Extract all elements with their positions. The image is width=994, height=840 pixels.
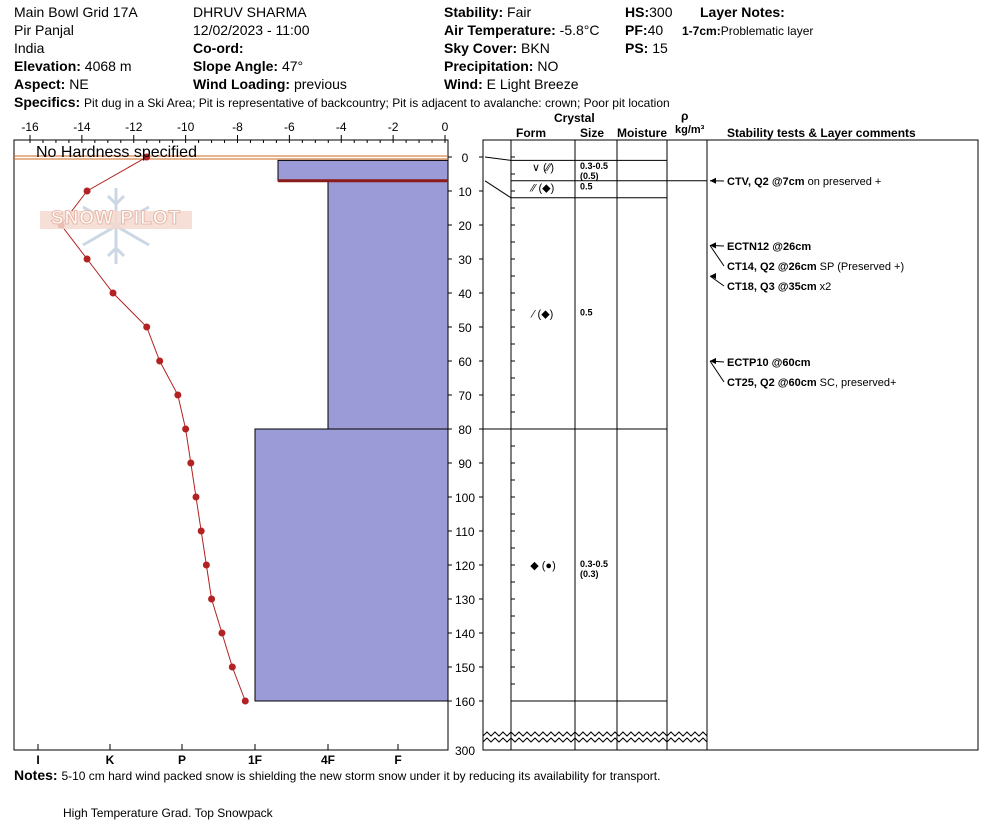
layer-connector <box>485 181 511 198</box>
stability-test-name: ECTN12 @26cm <box>727 241 812 253</box>
no-hardness-label: No Hardness specified <box>36 144 197 161</box>
layer-connector <box>485 157 511 160</box>
stability-test <box>727 241 811 253</box>
stability-arrow-line <box>710 276 724 286</box>
notes-field <box>14 767 660 783</box>
crystal-form: ◆ (●) <box>530 560 556 572</box>
depth-tick-label: 10 <box>458 185 472 199</box>
crystal-size: 0.5 <box>580 181 593 192</box>
stability-value: Fair <box>507 4 532 20</box>
coord-label: Co-ord: <box>193 40 244 56</box>
depth-tick-label: 110 <box>455 525 475 539</box>
wind-value: E Light Breeze <box>486 76 579 92</box>
stability-arrow-line <box>710 361 724 382</box>
depth-tick-label: 100 <box>454 491 476 505</box>
stability-test-name: CT25, Q2 @60cm <box>727 377 817 389</box>
temperature-point <box>110 290 117 297</box>
stability-test <box>727 377 896 389</box>
hardness-tick-label: F <box>394 753 402 767</box>
form-header: Form <box>516 126 546 140</box>
stability-label: Stability: <box>444 4 504 20</box>
depth-tick-label: 140 <box>454 627 476 641</box>
observer-name: DHRUV SHARMA <box>193 4 307 20</box>
stability-test-comment: SP (Preserved +) <box>816 261 905 273</box>
elevation-label: Elevation: <box>14 58 81 74</box>
sky-cover-value: BKN <box>521 40 550 56</box>
temp-tick-label: -12 <box>125 120 143 134</box>
temperature-point <box>174 392 181 399</box>
stability-header: Stability tests & Layer comments <box>727 126 916 140</box>
hardness-layer-1 <box>328 181 448 429</box>
depth-tick-label: 120 <box>454 559 476 573</box>
stability-test-comment: x2 <box>816 281 832 293</box>
depth-tick-label: 30 <box>458 253 472 267</box>
wind-loading-label: Wind Loading: <box>193 76 291 92</box>
rho-header: ρ <box>681 109 689 123</box>
temperature-point <box>182 426 189 433</box>
watermark-text: SNOW PILOT <box>50 208 182 229</box>
crystal-form: ⁄ (◆) <box>532 308 554 321</box>
temp-tick-label: -8 <box>232 120 243 134</box>
crystal-stability-panel <box>448 140 978 758</box>
hardness-layer-0 <box>278 160 448 180</box>
notes-label: Notes: <box>14 767 58 783</box>
temperature-point <box>218 630 225 637</box>
depth-tick-label: 0 <box>461 151 469 165</box>
depth-tick-label: 130 <box>454 593 476 607</box>
aspect-label: Aspect: <box>14 76 66 92</box>
hardness-tick-label: I <box>36 753 40 767</box>
break-marker-top <box>483 732 707 736</box>
depth-tick-label: 70 <box>458 389 472 403</box>
depth-tick-label: 160 <box>454 695 476 709</box>
crystal-size-extra: (0.3) <box>580 569 599 579</box>
air-temp-label: Air Temperature: <box>444 22 556 38</box>
stability-test-name: CT14, Q2 @26cm <box>727 261 817 273</box>
range-name: Pir Panjal <box>14 22 74 38</box>
depth-tick-label: 40 <box>458 287 472 301</box>
temperature-point <box>242 698 249 705</box>
hardness-tick-label: 4F <box>320 753 336 767</box>
hardness-tick-label: 1F <box>247 753 263 767</box>
ps-label: PS: <box>625 40 649 56</box>
slope-value: 47° <box>281 58 304 74</box>
crystal-size: 0.3-0.5 <box>580 161 609 172</box>
temp-tick-label: -6 <box>284 120 295 134</box>
sky-cover-label: Sky Cover: <box>444 40 518 56</box>
stability-test-comment: on preserved + <box>804 176 882 188</box>
elevation-value: 4068 m <box>84 58 132 74</box>
stability-arrow-head <box>710 178 716 184</box>
temperature-point <box>198 528 205 535</box>
crystal-header: Crystal <box>554 111 595 125</box>
hardness-layer-2 <box>255 429 448 701</box>
depth-tick-label: 60 <box>458 355 472 369</box>
stability-test-name: CT18, Q3 @35cm <box>727 281 817 293</box>
temperature-point <box>143 324 150 331</box>
stability-arrow-line <box>710 245 724 266</box>
layer-notes-label: Layer Notes: <box>700 4 785 20</box>
snowpilot-watermark <box>36 180 196 270</box>
crystal-size: 0.3-0.5 <box>580 559 609 569</box>
precipitation-label: Precipitation: <box>444 58 534 74</box>
temperature-point <box>203 562 210 569</box>
ps-value: 15 <box>652 40 668 56</box>
stability-test <box>727 176 881 188</box>
pf-label: PF: <box>625 22 648 38</box>
depth-tick-label: 90 <box>458 457 472 471</box>
size-header: Size <box>580 126 605 140</box>
temp-tick-label: -16 <box>21 120 39 134</box>
depth-tick-label: 150 <box>454 661 476 675</box>
stability-test <box>727 261 904 273</box>
pf-value: 40 <box>647 22 664 38</box>
specifics-label: Specifics: <box>14 94 81 110</box>
temp-tick-label: -2 <box>387 120 399 134</box>
crystal-size-extra: (0.5) <box>580 171 599 182</box>
crystal-size: 0.5 <box>580 307 593 318</box>
stability-test-comment: SC, preserved+ <box>816 377 897 389</box>
stability-test <box>727 281 831 293</box>
depth-tick-label: 80 <box>458 423 472 437</box>
temp-tick-label: -14 <box>73 120 91 134</box>
crystal-form: ∨ (⁄⁄) <box>531 162 555 175</box>
wind-loading-value: previous <box>293 76 347 92</box>
stability-test <box>727 357 811 369</box>
notes-text: 5-10 cm hard wind packed snow is shielding the new storm snow under it by reducing its availability for transport. <box>61 769 661 783</box>
observation-datetime: 12/02/2023 - 11:00 <box>193 22 310 38</box>
country-name: India <box>14 40 45 56</box>
depth-tick-label: 300 <box>454 744 476 758</box>
temp-tick-label: 0 <box>441 120 449 134</box>
precipitation-value: NO <box>537 58 559 74</box>
slope-label: Slope Angle: <box>193 58 279 74</box>
temperature-point <box>156 358 163 365</box>
layer-note-range: 1-7cm: <box>682 24 721 38</box>
temperature-point <box>229 664 236 671</box>
hs-value: 300 <box>649 4 673 20</box>
stability-test-name: ECTP10 @60cm <box>727 357 811 369</box>
temp-tick-label: -10 <box>176 120 195 134</box>
specifics-text: Pit dug in a Ski Area; Pit is representative of backcountry; Pit is adjacent to avalanche: crown; Poor pit location <box>84 96 670 110</box>
break-marker-bottom <box>483 738 707 742</box>
air-temp-value: -5.8°C <box>559 22 600 38</box>
temperature-point <box>193 494 200 501</box>
crystal-form: ⁄⁄ (◆) <box>531 182 555 195</box>
temp-tick-label: -4 <box>335 120 347 134</box>
extra-note: High Temperature Grad. Top Snowpack <box>63 806 273 820</box>
location-name: Main Bowl Grid 17A <box>14 4 138 20</box>
hardness-tick-label: K <box>105 753 115 767</box>
depth-tick-label: 20 <box>458 219 472 233</box>
layer-note-text: Problematic layer <box>720 24 814 38</box>
density-unit-header: kg/m³ <box>675 124 705 136</box>
moisture-header: Moisture <box>617 126 668 140</box>
hs-label: HS: <box>625 4 650 20</box>
aspect-value: NE <box>69 76 89 92</box>
temperature-point <box>187 460 194 467</box>
wind-label: Wind: <box>444 76 483 92</box>
depth-tick-label: 50 <box>458 321 472 335</box>
temperature-point <box>208 596 215 603</box>
hardness-tick-label: P <box>177 753 187 767</box>
right-frame <box>483 140 978 750</box>
stability-test-name: CTV, Q2 @7cm <box>727 176 805 188</box>
